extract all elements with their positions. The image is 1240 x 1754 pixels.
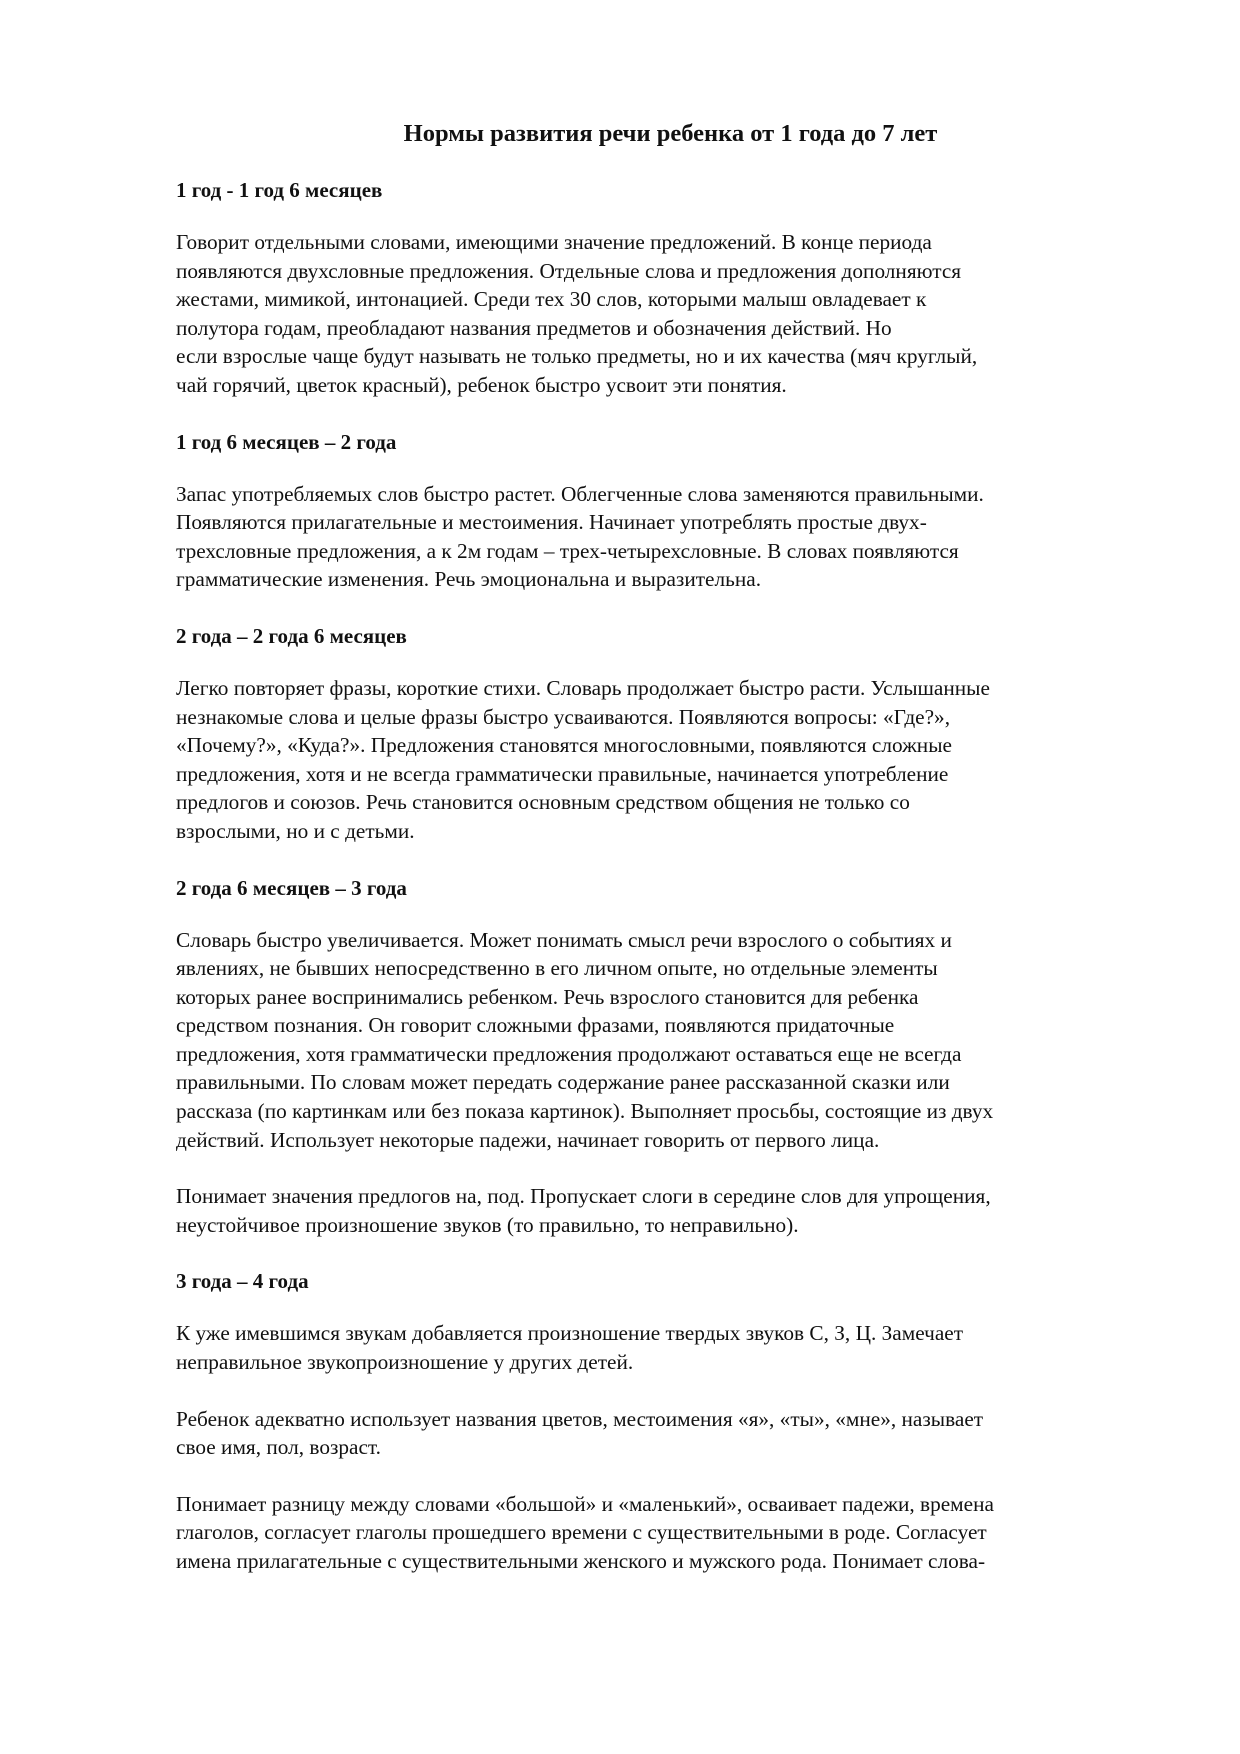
section-5	[176, 1267, 1151, 1575]
paragraph: Словарь быстро увеличивается. Может понимать смысл речи взрослого о событиях и явлениях, не бывших непосредственно в его личном опыте, но отдельные элементы которых ранее воспринимались ребенком. Речь взрослого становится для ребенка средством познания. Он говорит сложными фразами, появляются придаточные предложения, хотя грамматически предложения продолжают оставаться еще не всегда правильными. По словам может передать содержание ранее рассказанной сказки или рассказа (по картинкам или без показа картинок). Выполняет просьбы, состоящие из двух действий. Использует некоторые падежи, начинает говорить от первого лица.	[176, 927, 994, 1152]
section-heading: 1 год 6 месяцев – 2 года	[176, 429, 397, 454]
paragraph: Запас употребляемых слов быстро растет. Облегченные слова заменяются правильными. Появляются прилагательные и местоимения. Начинает употреблять простые двух- трехсловные предложения, а к 2м годам – трех-четырехсловные. В словах появляются грамматические изменения. Речь эмоциональна и выразительна.	[176, 481, 984, 592]
paragraph: К уже имевшимся звукам добавляется произношение твердых звуков С, З, Ц. Замечает неправильное звукопроизношение у других детей.	[176, 1321, 964, 1375]
section-1	[176, 176, 1151, 400]
paragraph: Ребенок адекватно использует названия цветов, местоимения «я», «ты», «мне», называет свое имя, пол, возраст.	[176, 1406, 984, 1460]
section-3	[176, 622, 1151, 846]
paragraph: Понимает разницу между словами «большой» и «маленький», осваивает падежи, времена глаголов, согласует глаголы прошедшего времени с существительными в роде. Согласует имена прилагательные с существительными женского и мужского рода. Понимает слова-	[176, 1491, 994, 1573]
section-2	[176, 428, 1151, 594]
paragraph: Легко повторяет фразы, короткие стихи. Словарь продолжает быстро расти. Услышанные незнакомые слова и целые фразы быстро усваиваются. Появляются вопросы: «Где?», «Почему?», «Куда?». Предложения становятся многословными, появляются сложные предложения, хотя и не всегда грамматически правильные, начинается употребление предлогов и союзов. Речь становится основным средством общения не только со взрослыми, но и с детьми.	[176, 675, 990, 843]
section-heading: 1 год - 1 год 6 месяцев	[176, 178, 383, 202]
paragraph: Понимает значения предлогов на, под. Пропускает слоги в середине слов для упрощения, неустойчивое произношение звуков (то правильно, то неправильно).	[176, 1184, 991, 1237]
section-heading: 2 года – 2 года 6 месяцев	[176, 623, 407, 648]
section-heading: 3 года – 4 года	[176, 1269, 309, 1294]
section-heading: 2 года 6 месяцев – 3 года	[176, 875, 407, 900]
document-body	[176, 118, 1151, 1576]
paragraph: Говорит отдельными словами, имеющими значение предложений. В конце периода появляются двухсловные предложения. Отдельные слова и предложения дополняются жестами, мимикой, интонацией. Среди тех 30 слов, которыми малыш овладевает к полутора годам, преобладают названия предметов и обозначения действий. Но если взрослые чаще будут называть не только предметы, но и их качества (мяч круглый, чай горячий, цветок красный), ребенок быстро усвоит эти понятия.	[176, 230, 978, 397]
document-title: Нормы развития речи ребенка от 1 года до 7 лет	[403, 120, 938, 147]
section-4	[176, 874, 1151, 1240]
